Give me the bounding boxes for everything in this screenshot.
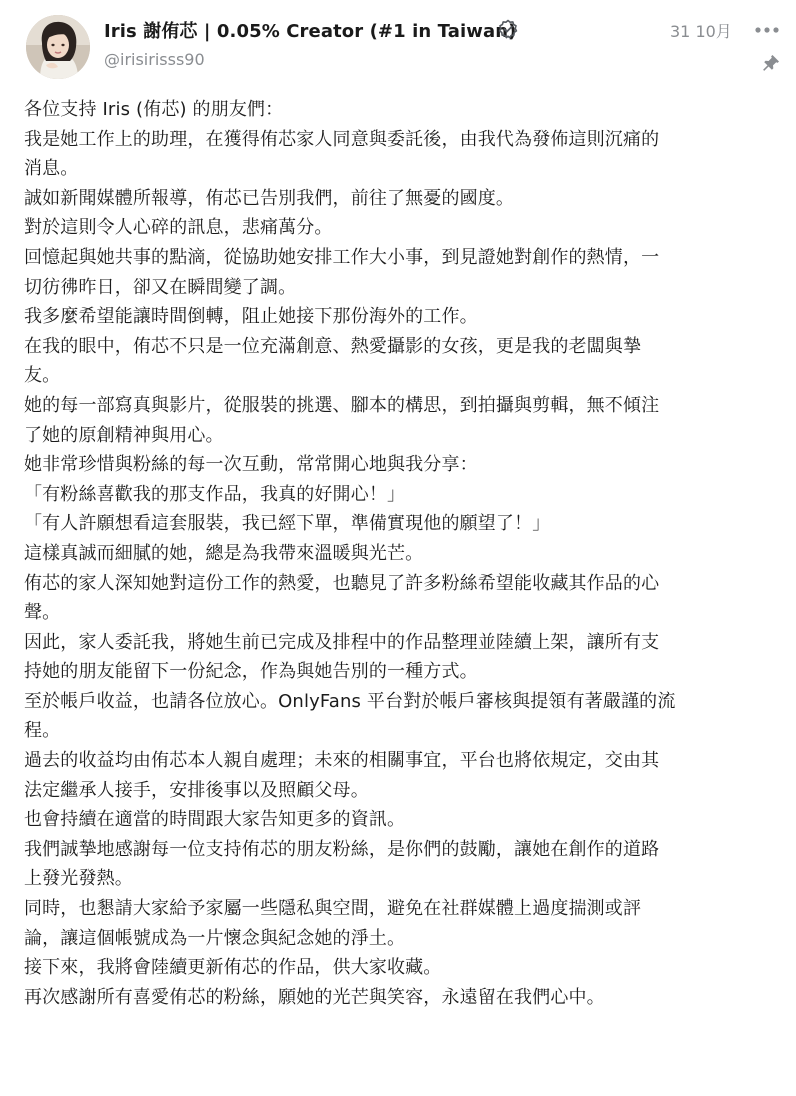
post-text-line: 消息。	[24, 158, 79, 180]
post-text-line: 法定繼承人接手，安排後事以及照顧父母。	[24, 779, 369, 801]
more-dots-icon[interactable]	[754, 20, 780, 40]
post-text-line: 接下來，我將會陸續更新侑芯的作品，供大家收藏。	[24, 957, 442, 979]
post-text-line: 我多麼希望能讓時間倒轉，阻止她接下那份海外的工作。	[24, 306, 478, 328]
post-text-line: 各位支持 Iris (侑芯) 的朋友們：	[24, 99, 284, 120]
post-text-line: 程。	[24, 720, 61, 742]
post-text-line: 過去的收益均由侑芯本人親自處理；未來的相關事宜，平台也將依規定，交由其	[24, 750, 660, 772]
post-body	[24, 95, 780, 1012]
post-text-line: 我們誠摯地感謝每一位支持侑芯的朋友粉絲，是你們的鼓勵，讓她在創作的道路	[24, 838, 660, 860]
post-header	[0, 0, 796, 90]
post-text-line: 她的每一部寫真與影片，從服裝的挑選、腳本的構思，到拍攝與剪輯，無不傾注	[24, 394, 660, 416]
post-text-line: 持她的朋友能留下一份紀念，作為與她告別的一種方式。	[24, 661, 478, 683]
post-text-line: 回憶起與她共事的點滴，從協助她安排工作大小事，到見證她對創作的熱情，一	[24, 246, 660, 268]
post-text-line: 我是她工作上的助理，在獲得侑芯家人同意與委託後，由我代為發佈這則沉痛的	[24, 128, 660, 150]
post-text-line: 再次感謝所有喜愛侑芯的粉絲，願她的光芒與笑容，永遠留在我們心中。	[24, 986, 605, 1008]
post-text-line: 上發光發熱。	[24, 868, 133, 890]
verified-check-icon	[498, 19, 518, 39]
avatar-photo	[26, 15, 90, 79]
post-text-line: 對於這則令人心碎的訊息，悲痛萬分。	[24, 217, 333, 239]
author-username[interactable]: @irisirisss90	[104, 50, 205, 69]
post-text-line: 聲。	[24, 602, 61, 624]
post-text-line: 友。	[24, 365, 61, 387]
post-text-line: 論，讓這個帳號成為一片懷念與紀念她的淨土。	[24, 927, 406, 949]
post-text-line: 也會持續在適當的時間跟大家告知更多的資訊。	[24, 809, 406, 831]
pin-icon[interactable]	[761, 53, 781, 73]
post-text-line: 「有粉絲喜歡我的那支作品，我真的好開心！」	[24, 483, 406, 505]
post-text-line: 她非常珍惜與粉絲的每一次互動，常常開心地與我分享：	[24, 454, 478, 476]
post-text-line: 同時，也懇請大家給予家屬一些隱私與空間，避免在社群媒體上過度揣測或評	[24, 898, 642, 920]
author-display-name[interactable]: Iris 謝侑芯 | 0.05% Creator (#1 in Taiwan)	[104, 21, 517, 42]
post-text-line: 侑芯的家人深知她對這份工作的熱愛，也聽見了許多粉絲希望能收藏其作品的心	[24, 572, 660, 594]
post-text-line: 了她的原創精神與用心。	[24, 424, 224, 446]
avatar[interactable]	[26, 15, 90, 79]
post-text-line: 誠如新聞媒體所報導，侑芯已告別我們，前往了無憂的國度。	[24, 187, 515, 209]
post-text-line: 至於帳戶收益，也請各位放心。OnlyFans 平台對於帳戶審核與提領有著嚴謹的流	[24, 690, 676, 712]
post-text-line: 切彷彿昨日，卻又在瞬間變了調。	[24, 276, 297, 298]
post-text-line: 因此，家人委託我，將她生前已完成及排程中的作品整理並陸續上架，讓所有支	[24, 631, 660, 653]
post-text-line: 「有人許願想看這套服裝，我已經下單，準備實現他的願望了！」	[24, 513, 551, 535]
post-date[interactable]: 31 10月	[670, 22, 732, 41]
post-text-line: 在我的眼中，侑芯不只是一位充滿創意、熱愛攝影的女孩，更是我的老闆與摯	[24, 335, 642, 357]
post-text-line: 這樣真誠而細膩的她，總是為我帶來溫暖與光芒。	[24, 542, 424, 564]
